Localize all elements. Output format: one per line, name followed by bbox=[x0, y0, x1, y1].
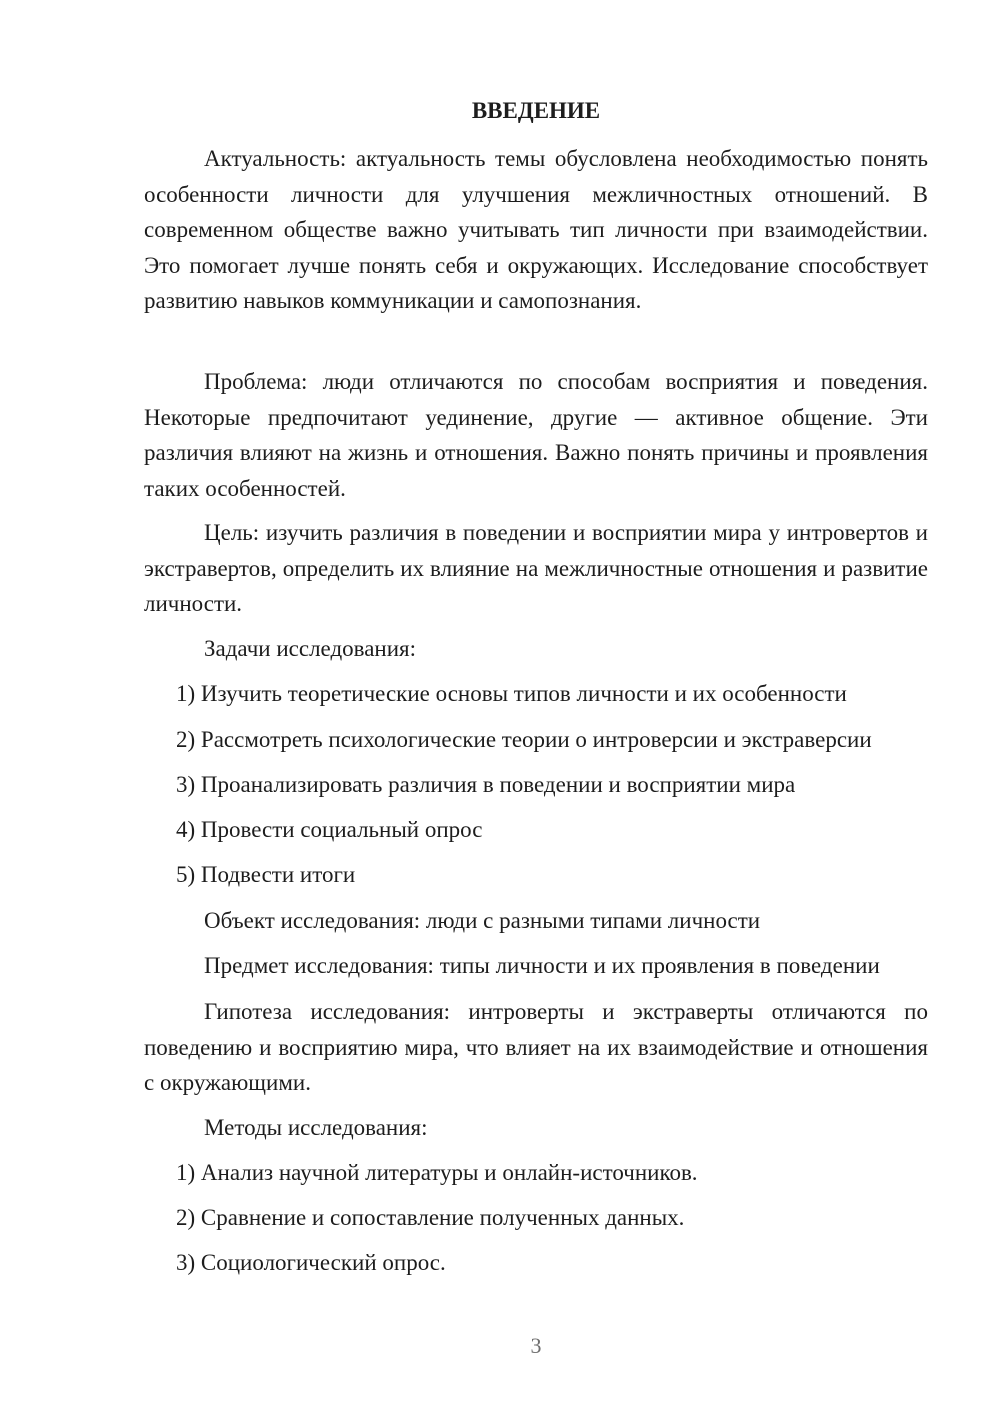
list-item: 3) Социологический опрос. bbox=[176, 1250, 446, 1275]
problem-paragraph: Проблема: люди отличаются по способам восприятия и поведения. Некоторые предпочитают уединение, другие — активное общение. Эти различия влияют на жизнь и отношения. Важно понять причины и проявления таких особенностей. bbox=[144, 369, 928, 501]
list-item: 2) Рассмотреть психологические теории о интроверсии и экстраверсии bbox=[176, 727, 872, 752]
relevance-paragraph: Актуальность: актуальность темы обусловлена необходимостью понять особенности личности для улучшения межличностных отношений. В современном обществе важно учитывать тип личности при взаимодействии. Это помогает лучше понять себя и окружающих. Исследование способствует развитию навыков коммуникации и самопознания. bbox=[144, 146, 928, 313]
list-item: 3) Проанализировать различия в поведении и восприятии мира bbox=[176, 772, 796, 797]
page-title: ВВЕДЕНИЕ bbox=[471, 98, 601, 123]
document-page bbox=[144, 0, 928, 1414]
list-item: 1) Анализ научной литературы и онлайн-источников. bbox=[176, 1160, 698, 1185]
hypothesis-paragraph: Гипотеза исследования: интроверты и экстраверты отличаются по поведению и восприятию мира, что влияет на их взаимодействие и отношения с окружающими. bbox=[144, 999, 928, 1095]
list-item: 4) Провести социальный опрос bbox=[176, 817, 483, 842]
list-item: 5) Подвести итоги bbox=[176, 862, 356, 887]
list-item: 2) Сравнение и сопоставление полученных данных. bbox=[176, 1205, 685, 1230]
list-item: 1) Изучить теоретические основы типов личности и их особенности bbox=[176, 681, 847, 706]
research-object: Объект исследования: люди с разными типами личности bbox=[204, 908, 761, 933]
research-subject: Предмет исследования: типы личности и их проявления в поведении bbox=[204, 953, 880, 978]
tasks-heading: Задачи исследования: bbox=[204, 636, 417, 661]
page-number: 3 bbox=[530, 1333, 542, 1358]
goal-paragraph: Цель: изучить различия в поведении и восприятии мира у интровертов и экстравертов, определить их влияние на межличностные отношения и развитие личности. bbox=[144, 520, 928, 616]
methods-heading: Методы исследования: bbox=[204, 1115, 428, 1140]
